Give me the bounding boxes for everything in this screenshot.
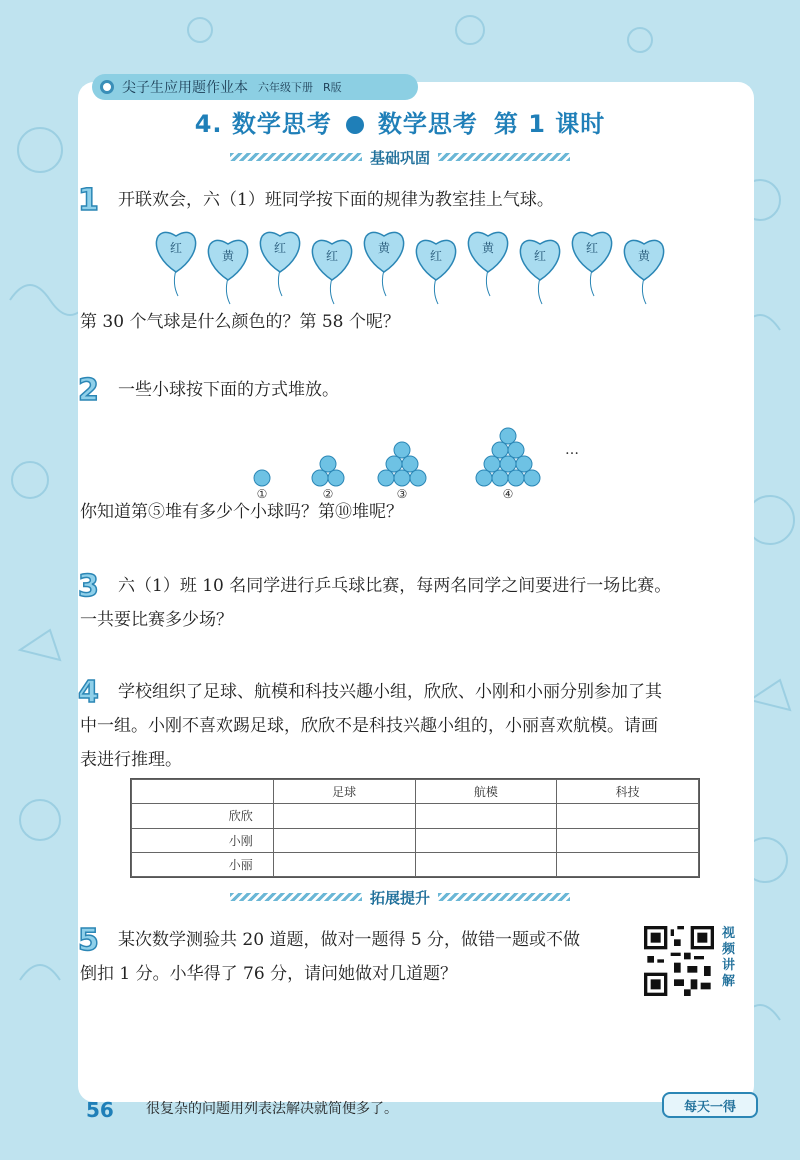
balloon — [468, 232, 507, 296]
ball — [402, 456, 418, 472]
question-1-text: 开联欢会，六（1）班同学按下面的规律为教室挂上气球。 — [118, 190, 554, 210]
table-row — [132, 852, 699, 876]
question-5-line-1: 某次数学测验共 20 道题，做对一题得 5 分，做错一题或不做 — [118, 930, 581, 950]
balloon — [624, 240, 663, 304]
balloon-label: 红 — [429, 249, 443, 263]
question-4-line-3: 表进行推理。 — [80, 750, 182, 770]
ball — [500, 456, 516, 472]
table-answer-cell[interactable] — [415, 852, 557, 876]
table-row-header: 小刚 — [132, 828, 274, 852]
table-row — [132, 804, 699, 828]
balloon-label: 黄 — [481, 241, 495, 255]
table-answer-cell[interactable] — [273, 852, 415, 876]
question-3-line-1: 六（1）班 10 名同学进行乒乓球比赛，每两名同学之间要进行一场比赛。 — [118, 576, 672, 596]
table-row-header: 小丽 — [132, 852, 274, 876]
table-answer-cell[interactable] — [557, 804, 699, 828]
ball — [254, 470, 270, 486]
ball — [492, 442, 508, 458]
page-number: 56 — [86, 1098, 114, 1122]
pile-label: ③ — [396, 487, 408, 500]
balloon-label: 黄 — [221, 249, 235, 263]
balloon — [312, 240, 351, 304]
balloon — [416, 240, 455, 304]
balloon-label: 黄 — [637, 249, 651, 263]
edition-label: R版 — [323, 81, 342, 94]
question-4-line-2: 中一组。小刚不喜欢踢足球，欣欣不是科技兴趣小组的，小丽喜欢航模。请画 — [80, 716, 658, 736]
grade-label: 六年级下册 — [258, 81, 313, 94]
balloon — [520, 240, 559, 304]
section-basic-label: 基础巩固 — [370, 148, 431, 167]
lesson-name: 数学思考 — [377, 110, 478, 138]
daily-badge: 每天一得 — [662, 1092, 758, 1118]
reasoning-table — [130, 778, 700, 878]
table-answer-cell[interactable] — [415, 828, 557, 852]
balloon-label: 红 — [273, 241, 287, 255]
footer-tip: 很复杂的问题用列表法解决就简便多了。 — [146, 1101, 398, 1117]
balloon — [208, 240, 247, 304]
table-col-header: 航模 — [415, 780, 557, 804]
question-1-ask: 第 30 个气球是什么颜色的？第 58 个呢？ — [80, 312, 400, 332]
question-2-ask: 你知道第⑤堆有多少个小球吗？第⑩堆呢？ — [80, 502, 403, 522]
balloon — [364, 232, 403, 296]
book-title: 尖子生应用题作业本 — [122, 80, 248, 96]
table-answer-cell[interactable] — [557, 828, 699, 852]
table-row-header: 欣欣 — [132, 804, 274, 828]
ball — [394, 442, 410, 458]
balloon — [156, 232, 195, 296]
table-row — [132, 828, 699, 852]
pile-label: ② — [322, 487, 334, 500]
question-3-number: 3 — [78, 569, 99, 604]
table-answer-cell[interactable] — [557, 852, 699, 876]
ball — [386, 456, 402, 472]
question-1-number: 1 — [78, 183, 99, 218]
qr-code-icon[interactable] — [644, 926, 714, 996]
ball — [312, 470, 328, 486]
balloon-label: 红 — [169, 241, 183, 255]
ball-pile — [378, 442, 426, 500]
header-dot-icon — [100, 80, 114, 94]
ball-pile — [312, 456, 344, 500]
lesson-period: 第 1 课时 — [493, 110, 606, 138]
table-col-header: 足球 — [273, 780, 415, 804]
pile-label: ① — [256, 487, 268, 500]
question-2-number: 2 — [78, 373, 99, 408]
balloon — [572, 232, 611, 296]
question-5-number: 5 — [78, 923, 99, 958]
chapter-title: 4. 数学思考 — [194, 110, 332, 138]
balloon-label: 红 — [533, 249, 547, 263]
balloon-label: 红 — [585, 241, 599, 255]
qr-video-label: 视频讲解 — [722, 926, 736, 989]
ball — [394, 470, 410, 486]
ball — [320, 456, 336, 472]
pile-ellipsis: … — [565, 442, 579, 458]
section-basic — [230, 146, 570, 168]
ball — [492, 470, 508, 486]
table-answer-cell[interactable] — [273, 828, 415, 852]
ball — [476, 470, 492, 486]
ball — [508, 470, 524, 486]
section-extend-label: 拓展提升 — [370, 888, 431, 907]
table-col-header: 科技 — [557, 780, 699, 804]
table-answer-cell[interactable] — [415, 804, 557, 828]
ball — [378, 470, 394, 486]
balloon — [260, 232, 299, 296]
ball — [508, 442, 524, 458]
book-header — [92, 74, 418, 100]
ball — [516, 456, 532, 472]
question-5-line-2: 倒扣 1 分。小华得了 76 分，请问她做对几道题？ — [80, 964, 458, 984]
pile-label: ④ — [502, 487, 514, 500]
ball — [410, 470, 426, 486]
section-extend — [230, 886, 570, 908]
balloon-label: 黄 — [377, 241, 391, 255]
ball — [500, 428, 516, 444]
question-3-line-2: 一共要比赛多少场？ — [80, 610, 233, 630]
table-header-row — [132, 780, 699, 804]
title-bullet-icon — [346, 116, 364, 134]
lesson-title — [0, 104, 800, 139]
ball — [484, 456, 500, 472]
question-4-number: 4 — [78, 675, 99, 710]
balloon-label: 红 — [325, 249, 339, 263]
ball-pile — [476, 428, 540, 500]
balloon-row — [150, 218, 670, 308]
ball — [524, 470, 540, 486]
ball-piles — [240, 410, 580, 500]
ball — [328, 470, 344, 486]
table-corner-cell[interactable] — [132, 780, 274, 804]
question-4-line-1: 学校组织了足球、航模和科技兴趣小组，欣欣、小刚和小丽分别参加了其 — [118, 682, 662, 702]
question-2-text: 一些小球按下面的方式堆放。 — [118, 380, 339, 400]
table-answer-cell[interactable] — [273, 804, 415, 828]
